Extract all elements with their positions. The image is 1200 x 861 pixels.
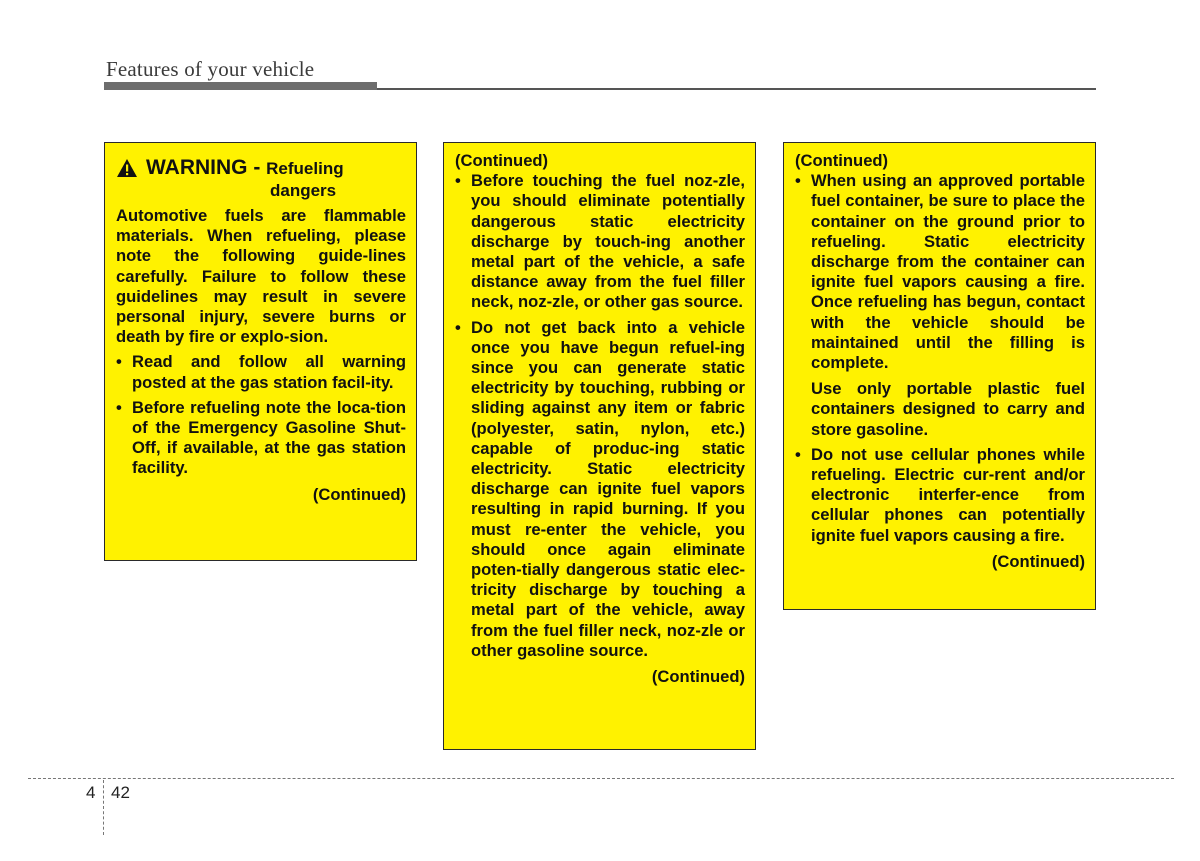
list-item: • Before touching the fuel noz-zle, you should eliminate potentially dangerous static electricity discharge by touch-ing another metal part of the vehicle, a safe distance away from the fuel filler neck, noz-zle, or other gas source. bbox=[455, 171, 745, 312]
continued-label: (Continued) bbox=[312, 484, 406, 504]
list-item: • Read and follow all warning posted at the gas station facil-ity. bbox=[116, 352, 406, 392]
warning-title-line2: dangers bbox=[270, 181, 337, 200]
warning-list bbox=[795, 171, 1085, 546]
continued-label: (Continued) bbox=[991, 551, 1085, 571]
warning-title: Refueling bbox=[266, 159, 344, 178]
list-item-text: • When using an approved portable fuel container, be sure to place the container on the ground prior to refueling. Static electricity discharge from the container can ignite fuel vapors causing a fire. Once refueling has begun, contact with the vehicle should be maintained until the filling is complete. bbox=[811, 171, 1085, 373]
footer-rule bbox=[28, 778, 1174, 779]
header-rule-accent bbox=[104, 82, 377, 90]
continued-label: (Continued) bbox=[651, 667, 745, 687]
warning-list bbox=[455, 171, 745, 661]
continued-heading: (Continued) bbox=[795, 151, 889, 170]
warning-label: WARNING - bbox=[146, 156, 267, 179]
continued-heading: (Continued) bbox=[455, 151, 549, 170]
warning-header bbox=[116, 157, 406, 180]
section-title: Features of your vehicle bbox=[106, 57, 315, 81]
warning-box-refueling bbox=[104, 142, 417, 561]
footer-divider bbox=[103, 780, 104, 835]
list-item bbox=[795, 171, 1085, 440]
page-number: 42 bbox=[111, 783, 130, 802]
warning-intro: Automotive fuels are flammable materials. When refueling, please note the following guide-lines carefully. Failure to follow these guidelines may result in severe personal injury, severe burns or death by fire or explo-sion. bbox=[116, 206, 406, 347]
list-item: • Before refueling note the loca-tion of the Emergency Gasoline Shut-Off, if available, at the gas station facility. bbox=[116, 398, 406, 479]
warning-triangle-icon bbox=[116, 158, 138, 178]
continued-box-2 bbox=[443, 142, 756, 750]
chapter-number: 4 bbox=[86, 783, 96, 802]
list-item: • Do not use cellular phones while refueling. Electric cur-rent and/or electronic interfer-ence from cellular phones can potentially ignite fuel vapors causing a fire. bbox=[795, 445, 1085, 546]
list-item-extra: Use only portable plastic fuel containers designed to carry and store gasoline. bbox=[811, 379, 1085, 439]
list-item: • Do not get back into a vehicle once you have begun refuel-ing since you can generate static electricity by touching, rubbing or sliding against any item or fabric (polyester, satin, nylon, etc.) capable of produc-ing static electricity. Static electricity discharge can ignite fuel vapors resulting in rapid burning. If you must re-enter the vehicle, you should once again eliminate poten-tially dangerous static elec-tricity discharge by touching a metal part of the vehicle, away from the fuel filler neck, noz-zle or other gasoline source. bbox=[455, 318, 745, 661]
continued-box-3 bbox=[783, 142, 1096, 610]
warning-list bbox=[116, 352, 406, 478]
